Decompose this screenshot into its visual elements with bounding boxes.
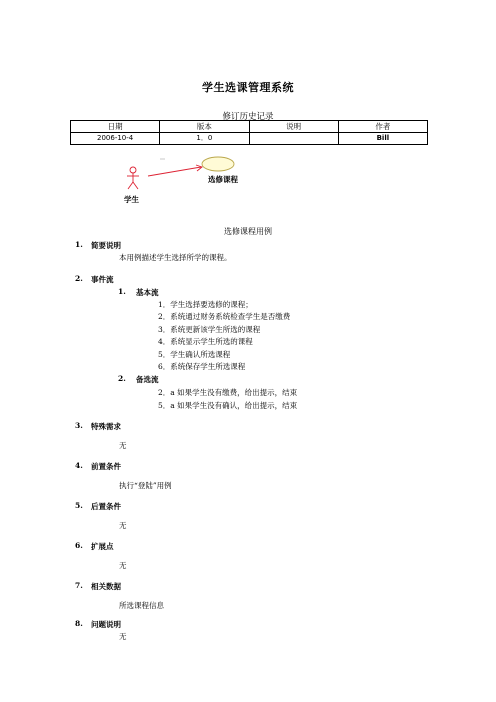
subsection-title: 备选流 [136, 375, 159, 384]
cell-date: 2006-10-4 [71, 133, 160, 145]
section-number: 5. [75, 501, 83, 510]
section-title: 相关数据 [91, 582, 121, 591]
flow-step: 3．系统更新该学生所选的课程 [158, 325, 261, 334]
cell-author: Bill [338, 133, 427, 145]
section-title: 问题说明 [91, 620, 121, 629]
table-header-row [71, 121, 428, 133]
section-number: 2. [75, 274, 83, 283]
actor-icon [127, 167, 139, 189]
subsection-number: 1. [118, 287, 126, 296]
header-date: 日期 [71, 121, 160, 133]
subsection-number: 2. [118, 374, 126, 383]
section-title: 前置条件 [91, 462, 121, 471]
use-case-label: 选修课程 [208, 175, 238, 184]
cell-description [249, 133, 338, 145]
flow-step: 5．a 如果学生没有确认，给出提示，结束 [158, 401, 298, 410]
section-number: 8. [75, 619, 83, 628]
cell-version: 1．0 [160, 133, 249, 145]
section-text: 无 [119, 632, 127, 641]
section-text: 无 [119, 561, 127, 570]
actor-label: 学生 [124, 195, 139, 204]
subsection-title: 基本流 [136, 288, 159, 297]
section-number: 3. [75, 421, 83, 430]
page-title: 学生选课管理系统 [202, 81, 294, 94]
header-author: 作者 [338, 121, 427, 133]
flow-step: 1．学生选择要选修的课程； [158, 300, 253, 309]
header-description: 说明 [249, 121, 338, 133]
use-case-ellipse [202, 157, 234, 171]
section-number: 6. [75, 541, 83, 550]
flow-step: 6．系统保存学生所选课程 [158, 362, 246, 371]
flow-step: 4．系统显示学生所选的课程 [158, 337, 253, 346]
section-title: 事件流 [91, 275, 114, 284]
flow-step: 2．a 如果学生没有缴费，给出提示，结束 [158, 388, 298, 397]
use-case-caption: 选修课程用例 [224, 227, 272, 236]
table-row [71, 133, 428, 145]
revision-history-table [70, 120, 428, 145]
section-text: 执行“登陆”用例 [119, 481, 172, 490]
association-arrow [148, 165, 202, 176]
flow-step: 2．系统通过财务系统检查学生是否缴费 [158, 312, 291, 321]
section-title: 后置条件 [91, 502, 121, 511]
section-text: 无 [119, 521, 127, 530]
section-title: 简要说明 [91, 241, 121, 250]
flow-step: 5．学生确认所选课程 [158, 350, 231, 359]
section-text: 本用例描述学生选择所学的课程。 [119, 253, 232, 262]
section-text: 所选课程信息 [119, 601, 164, 610]
section-title: 特殊需求 [91, 422, 121, 431]
section-text: 无 [119, 441, 127, 450]
history-caption: 修订历史记录 [222, 112, 274, 122]
section-number: 4. [75, 461, 83, 470]
section-number: 7. [75, 581, 83, 590]
header-version: 版本 [160, 121, 249, 133]
section-number: 1. [75, 240, 83, 249]
section-title: 扩展点 [91, 542, 114, 551]
